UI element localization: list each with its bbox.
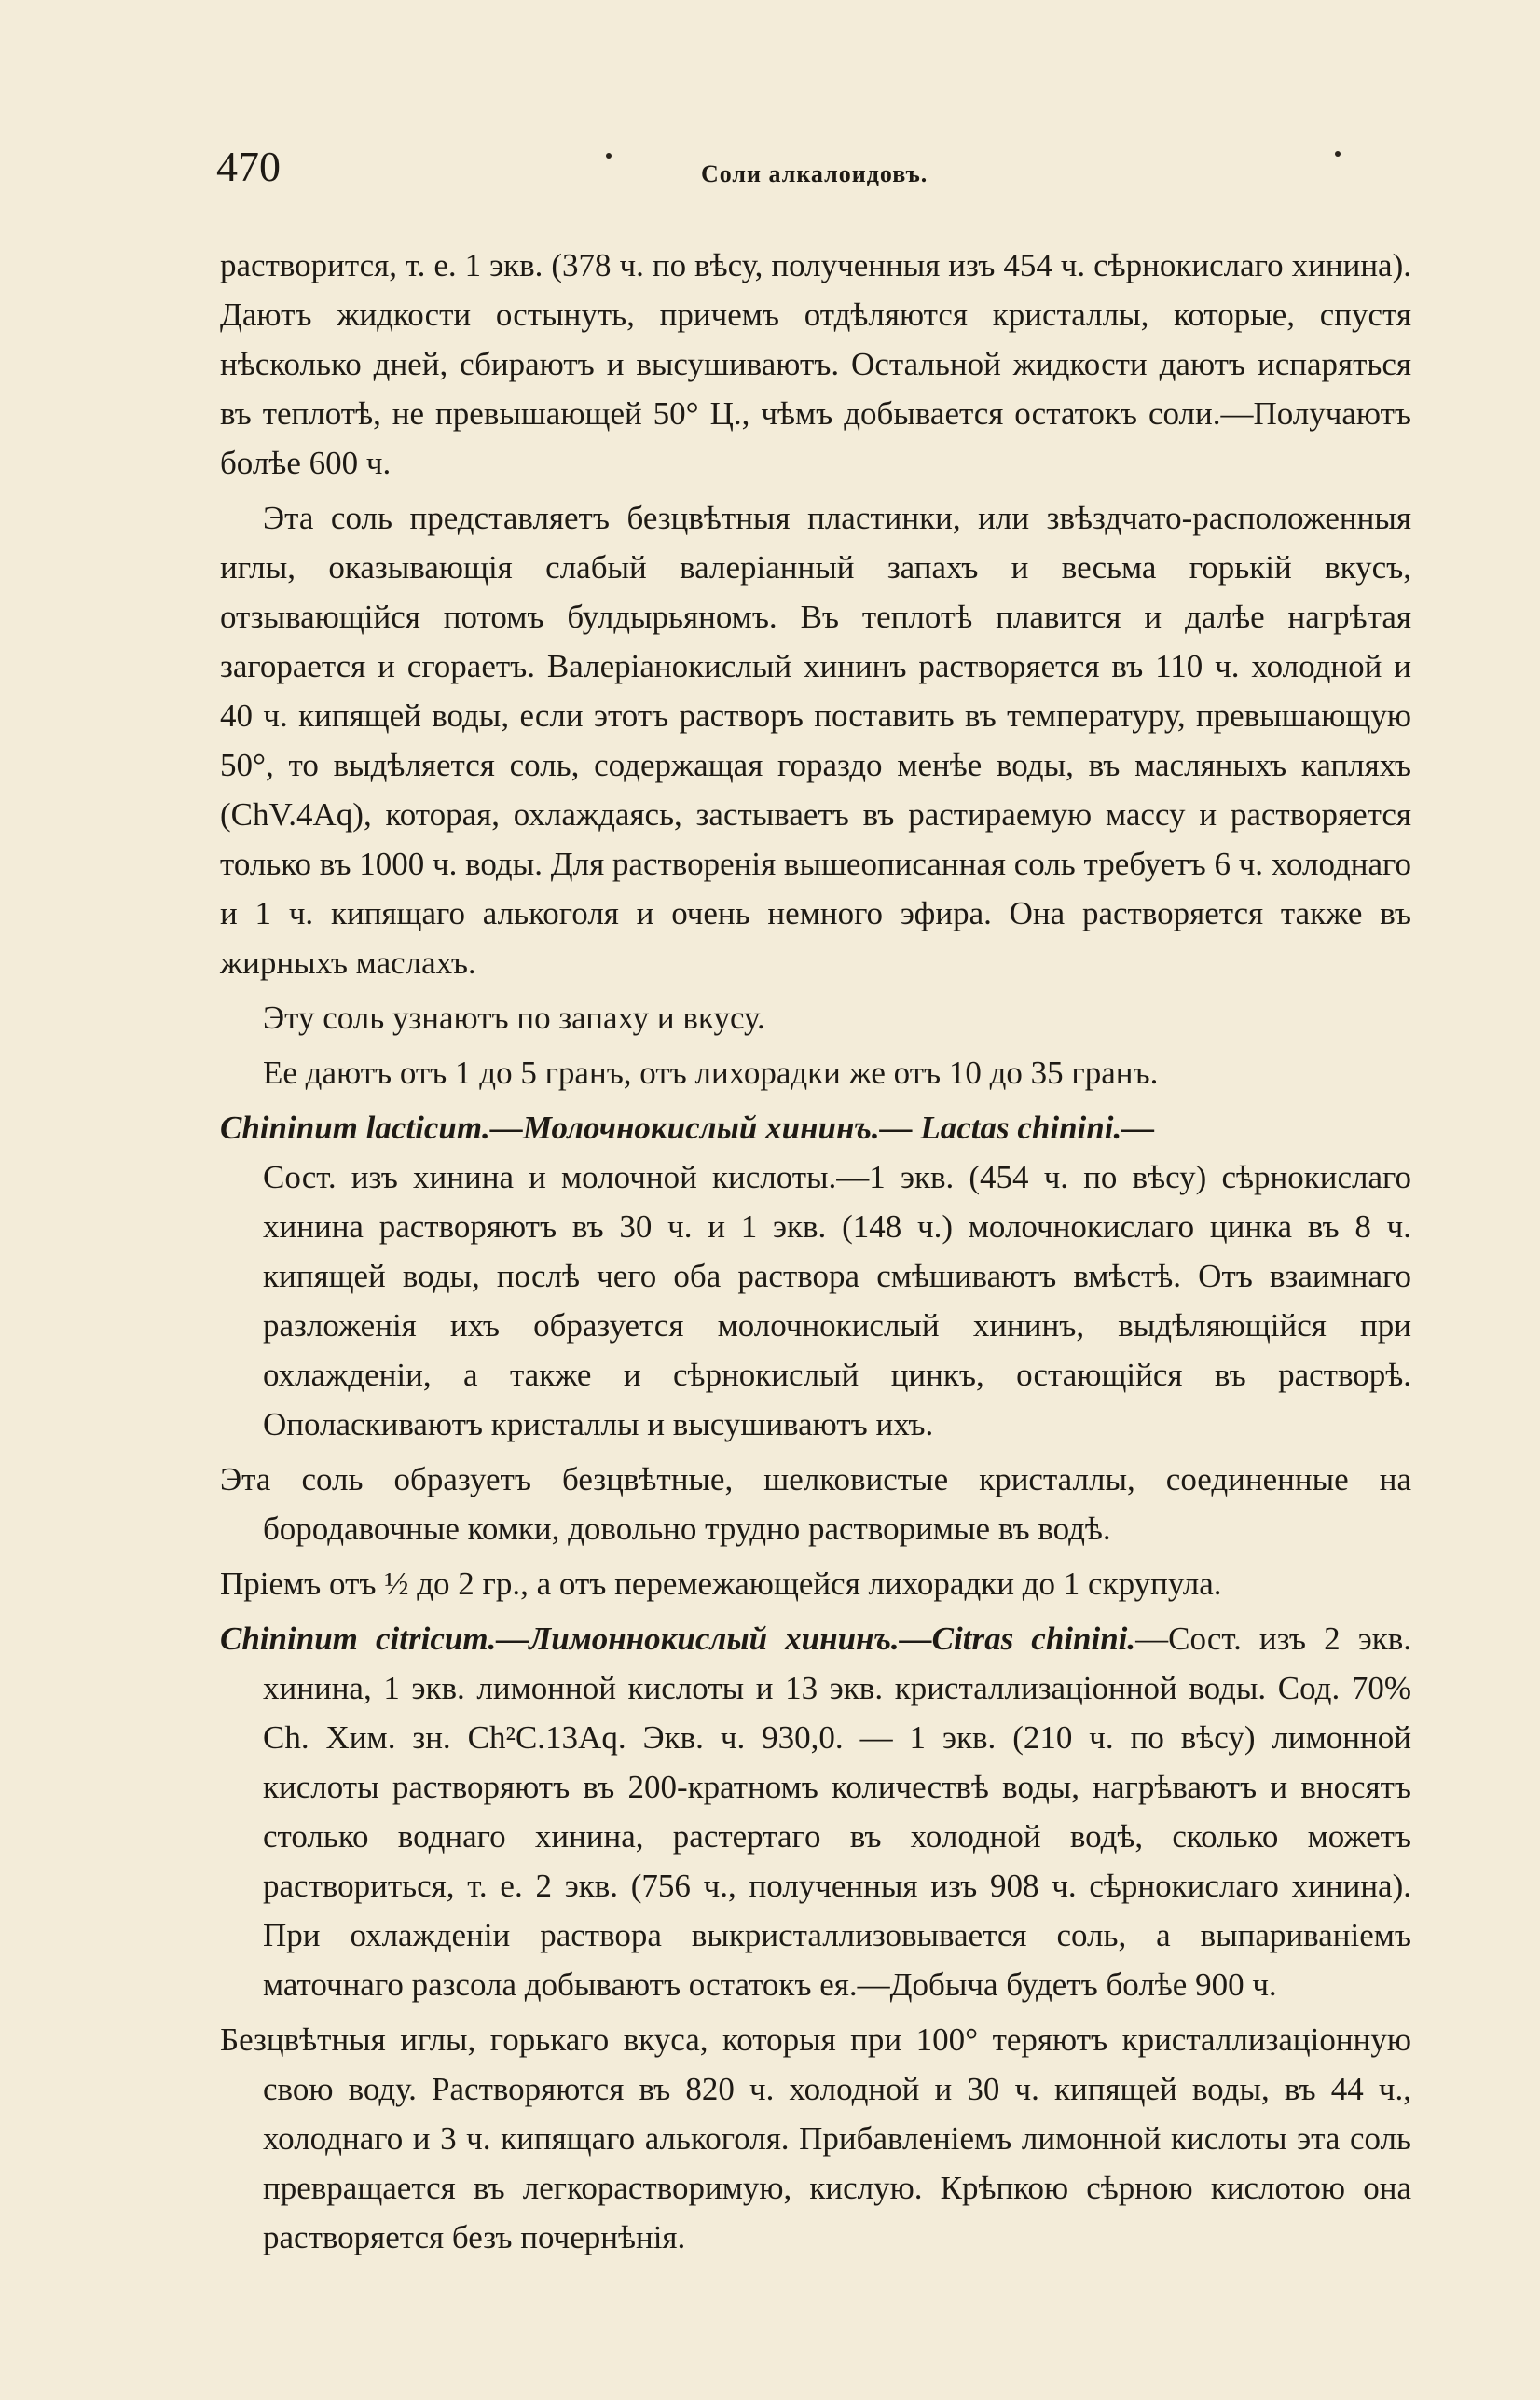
- citrate-entry: [220, 1614, 1411, 2009]
- lactate-latin-name-2: — Lactas chinini.—: [879, 1110, 1155, 1146]
- lactate-body: Сост. изъ хинина и молочной кислоты.—1 экв. (454 ч. по вѣсу) сѣрнокислаго хинина растворяютъ въ 30 ч. и 1 экв. (148 ч.) молочнокислаго цинка въ 8 ч. кипящей воды, послѣ чего оба раствора смѣшиваютъ вмѣстѣ. Отъ взаимнаго разложенія ихъ образуется молочнокислый хининъ, выдѣляющійся при охлажденіи, а также и сѣрнокислый цинкъ, остающійся въ растворѣ. Ополаскиваютъ кристаллы и высушиваютъ ихъ.: [263, 1159, 1411, 1442]
- citrate-russian-name: —Лимоннокислый хининъ.: [496, 1621, 900, 1657]
- lactate-entry: [220, 1103, 1411, 1449]
- speck: [1335, 151, 1341, 157]
- paragraph: Эту соль узнаютъ по запаху и вкусу.: [263, 1000, 765, 1036]
- paragraph: Эта соль представляетъ безцвѣтныя пластинки, или звѣздчато-расположенныя иглы, оказывающія слабый валеріанный запахъ и весьма горькій вкусъ, отзывающійся потомъ булдырьяномъ. Въ теплотѣ плавится и далѣе нагрѣтая загорается и сгораетъ. Валеріанокислый хининъ растворяется въ 110 ч. холодной и 40 ч. кипящей воды, если этотъ растворъ поставить въ температуру, превышающую 50°, то выдѣляется соль, содержащая гораздо менѣе воды, въ масляныхъ капляхъ (ChV.4Aq), которая, охлаждаясь, застываетъ въ растираемую массу и растворяется только въ 1000 ч. воды. Для растворенія вышеописанная соль требуетъ 6 ч. холоднаго и 1 ч. кипящаго алькоголя и очень немного эфира. Она растворяется также въ жирныхъ маслахъ.: [220, 500, 1412, 981]
- page-number: 470: [216, 143, 281, 190]
- lactate-dose: Пріемъ отъ ½ до 2 гр., а отъ перемежающейся лихорадки до 1 скрупула.: [220, 1566, 1222, 1602]
- speck: [606, 153, 612, 159]
- body-text: [220, 241, 1411, 2268]
- paragraph: растворится, т. е. 1 экв. (378 ч. по вѣсу, полученныя изъ 454 ч. сѣрнокислаго хинина). Даютъ жидкости остынуть, причемъ отдѣляются кристаллы, которые, спустя нѣсколько дней, сбираютъ и высушиваютъ. Остальной жидкости даютъ испаряться въ теплотѣ, не превышающей 50° Ц., чѣмъ добывается остатокъ соли.—Получаютъ болѣе 600 ч.: [220, 247, 1411, 481]
- citrate-body: —Сост. изъ 2 экв. хинина, 1 экв. лимонной кислоты и 13 экв. кристаллизаціонной воды. Сод. 70% Ch. Хим. зн. Ch²C.13Aq. Экв. ч. 930,0. — 1 экв. (210 ч. по вѣсу) лимонной кислоты растворяютъ въ 200-кратномъ количествѣ воды, нагрѣваютъ и вносятъ столько воднаго хинина, растертаго въ холодной водѣ, сколько можетъ раствориться, т. е. 2 экв. (756 ч., полученныя изъ 908 ч. сѣрнокислаго хинина). При охлажденіи раствора выкристаллизовывается соль, а выпариваніемъ маточнаго разсола добываютъ остатокъ ея.—Добыча будетъ болѣе 900 ч.: [263, 1621, 1411, 2003]
- lactate-russian-name: —Молочнокислый хининъ.: [489, 1110, 880, 1146]
- citrate-latin-name-2: —Citras chinini.: [899, 1621, 1136, 1657]
- lactate-latin-name: Chininum lacticum.: [220, 1110, 490, 1146]
- lactate-note: Эта соль образуетъ безцвѣтные, шелковистые кристаллы, соединенные на бородавочные комки, довольно трудно растворимые въ водѣ.: [220, 1461, 1411, 1547]
- page-header: [216, 142, 1419, 198]
- citrate-latin-name: Chininum citricum.: [220, 1621, 497, 1657]
- citrate-note: Безцвѣтныя иглы, горькаго вкуса, которыя при 100° теряютъ кристаллизаціонную свою воду. Растворяются въ 820 ч. холодной и 30 ч. кипящей воды, въ 44 ч., холоднаго и 3 ч. кипящаго алькоголя. Прибавленіемъ лимонной кислоты эта соль превращается въ легкорастворимую, кислую. Крѣпкою сѣрною кислотою она растворяется безъ почернѣнія.: [220, 2021, 1411, 2255]
- running-title: Соли алкалоидовъ.: [701, 160, 928, 187]
- paragraph: Ее даютъ отъ 1 до 5 гранъ, отъ лихорадки же отъ 10 до 35 гранъ.: [263, 1055, 1159, 1091]
